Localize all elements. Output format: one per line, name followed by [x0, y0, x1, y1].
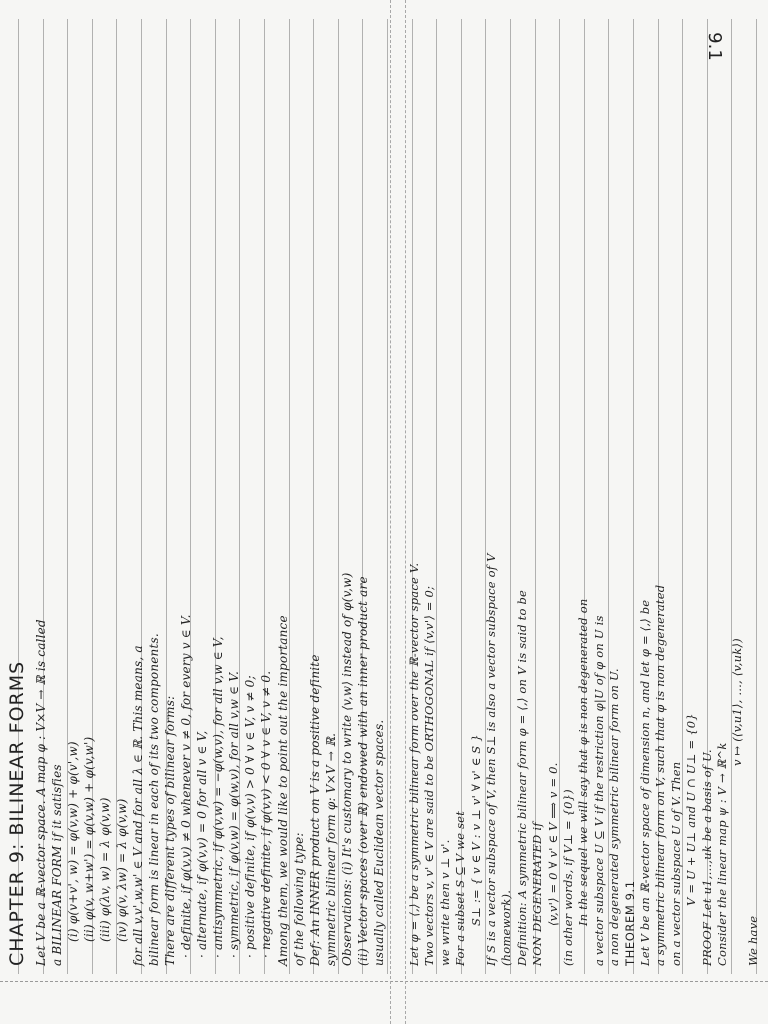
right-note-line: For a subset S ⊆ V we set	[453, 810, 468, 966]
left-note-line: symmetric bilinear form φ: V×V → ℝ.	[323, 732, 338, 966]
left-note-line: (iii) φ(λv, w) = λ φ(v,w)	[98, 797, 113, 942]
right-note-line: a vector subspace U ⊆ V if the restriction φ|U of φ on U is	[591, 615, 606, 966]
left-note-line: (i) φ(v+v', w) = φ(v,w) + φ(v',w)	[66, 741, 81, 942]
right-note-line: NON DEGENERATED if	[530, 822, 545, 966]
left-note-line: Let V be a ℝ-vector space. A map φ : V×V → ℝ is called	[34, 619, 48, 966]
left-note-line: (iv) φ(v, λw) = λ φ(v,w)	[114, 798, 129, 942]
left-note-line: · positive definite, if φ(v,v) > 0 ∀ v ∈ V, v ≠ 0;	[243, 675, 258, 958]
left-note-line: · antisymmetric, if φ(v,w) = −φ(w,v), for all v,w ∈ V,	[211, 636, 226, 958]
left-note-line: (ii) φ(v, w+w') = φ(v,w) + φ(v,w')	[82, 736, 97, 942]
right-note-line: Let V be an ℝ-vector space of dimension n, and let φ = ⟨,⟩ be	[638, 599, 652, 966]
right-note-line: a non degenerated symmetric bilinear form on U.	[607, 668, 622, 966]
right-note-line: Consider the linear map ψ : V → ℝ^k	[715, 742, 729, 966]
left-note-line: a BILINEAR FORM if it satisfies	[50, 764, 65, 966]
left-note-line: · alternate, if φ(v,v) = 0 for all v ∈ V,	[195, 730, 209, 958]
left-note-line: · definite, if φ(v,v) ≠ 0 whenever v ≠ 0, for every v ∈ V.	[178, 614, 193, 958]
right-note-line: S⊥ := { v ∈ V : v ⊥ v' ∀ v' ∈ S }	[468, 734, 483, 926]
right-note-line: If S is a vector subspace of V, then S⊥ is also a vector subspace of V	[484, 553, 498, 966]
left-note-line: usually called Euclidean vector spaces.	[372, 719, 387, 966]
right-note-line: on a vector subspace U of V. Then	[668, 761, 683, 966]
left-note-line: bilinear form is linear in each of its two components.	[146, 633, 161, 966]
left-note-line: · symmetric, if φ(v,w) = φ(w,v), for all v,w ∈ V.	[227, 671, 242, 958]
right-note-line: (homework).	[499, 889, 514, 966]
left-note-line: (ii) Vector spaces (over ℝ) endowed with an inner product are	[356, 576, 370, 966]
chapter-title: CHAPTER 9: BILINEAR FORMS	[6, 660, 28, 966]
right-note-line: Two vectors v, v' ∈ V are said to be ORTHOGONAL if ⟨v,v'⟩ = 0;	[422, 585, 437, 966]
right-note-line: In the sequel we will say that φ is non degenerated on	[576, 598, 591, 926]
theorem-heading: THEOREM 9.1	[622, 880, 637, 966]
right-note-line: v ↦ (⟨v,u1⟩, …, ⟨v,uk⟩)	[730, 638, 745, 766]
right-note-line: We have	[745, 915, 760, 966]
left-note-line: Among them, we would like to point out the importance	[275, 615, 290, 966]
right-note-line: V = U + U⊥ and U ∩ U⊥ = {0}	[684, 713, 699, 906]
right-note-line: PROOF Let u1,…,uk be a basis of U.	[699, 749, 714, 966]
left-note-line: of the following type:	[291, 832, 306, 966]
left-note-line: Def: An INNER product on V is a positive definite	[307, 654, 322, 966]
right-note-line: a symmetric bilinear form on V, such that φ is non degenerated	[653, 584, 668, 966]
margin-line	[0, 981, 768, 982]
right-note-line: Definition: A symmetric bilinear form φ = ⟨,⟩ on V is said to be	[514, 589, 529, 966]
fold-line	[390, 0, 391, 1024]
left-note-line: · negative definite, if φ(v,v) < 0 ∀ v ∈ V, v ≠ 0.	[259, 670, 274, 958]
left-note-line: for all v,v',w,w' ∈ V and for all λ ∈ ℝ. This means, a	[130, 645, 145, 966]
left-note-line: Observations: (i) It's customary to write ⟨v,w⟩ instead of φ(v,w)	[339, 572, 354, 966]
right-note-line: (in other words, if V⊥ = {0})	[561, 789, 575, 966]
left-column	[0, 26, 390, 966]
page-number: 9.1	[703, 32, 725, 61]
right-note-line: Let φ = ⟨,⟩ be a symmetric bilinear form over the ℝ-vector space V.	[407, 562, 421, 966]
right-note-line: ⟨v,v'⟩ = 0 ∀ v' ∈ V ⟹ v = 0.	[545, 762, 560, 926]
left-note-line: There are different types of bilinear forms:	[162, 695, 177, 966]
right-column	[405, 26, 768, 966]
right-note-line: we write then v ⊥ v'.	[437, 839, 452, 966]
